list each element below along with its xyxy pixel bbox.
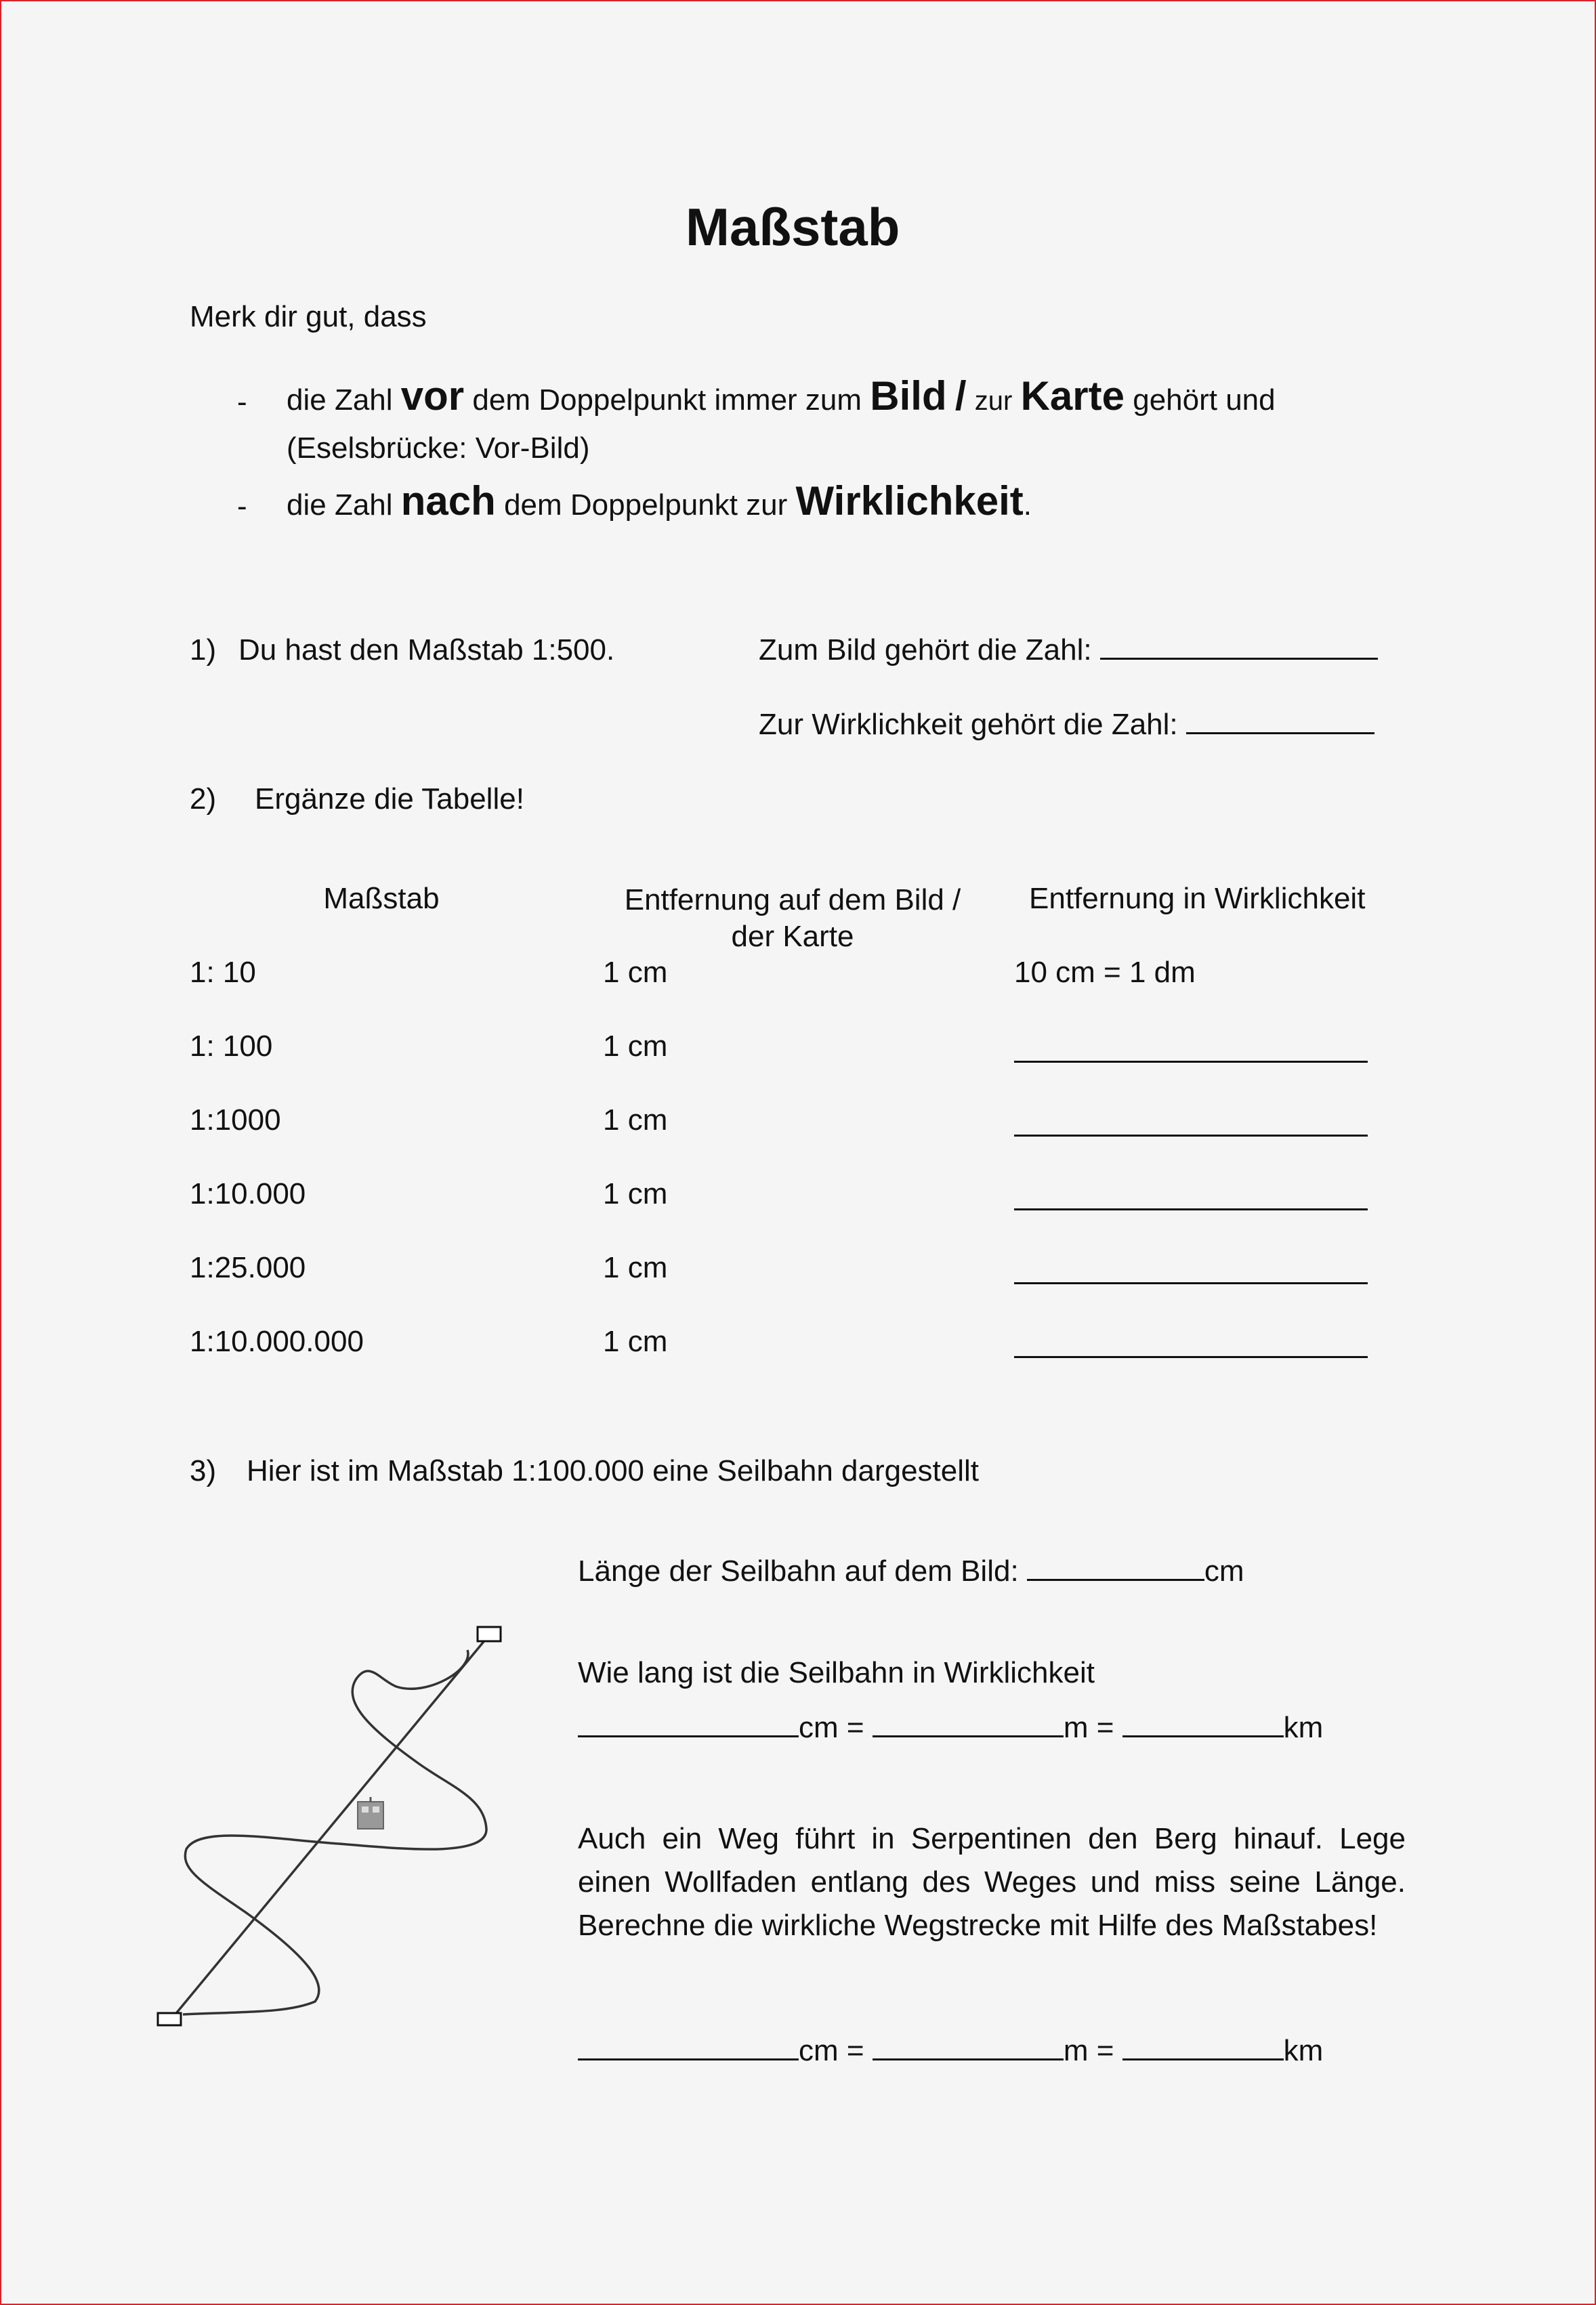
task-1-question-image	[759, 633, 1378, 667]
equals: =	[846, 2034, 864, 2067]
conversion-line-2	[578, 2034, 1323, 2068]
serpentine-path	[183, 1650, 486, 2014]
unit-cm: cm	[799, 1711, 839, 1744]
bullet-1-line-2: (Eselsbrücke: Vor-Bild)	[287, 431, 590, 465]
answer-blank-reality-number[interactable]	[1186, 708, 1374, 734]
question-reality-label: Zur Wirklichkeit gehört die Zahl:	[759, 708, 1178, 741]
header-real-distance: Entfernung in Wirklichkeit	[1029, 882, 1366, 915]
blank-cm-1[interactable]	[578, 1711, 799, 1737]
table-row-map: 1 cm	[603, 1030, 668, 1063]
equals: =	[846, 1711, 864, 1744]
table-row-real-blank[interactable]	[1014, 1258, 1368, 1284]
cable-line	[171, 1635, 489, 2020]
bullet-1-text-b: dem Doppelpunkt immer zum	[472, 383, 862, 417]
bullet-2-text-a: die Zahl	[287, 488, 393, 522]
blank-km-1[interactable]	[1122, 1711, 1284, 1737]
unit-km: km	[1283, 2034, 1324, 2067]
table-row-real-blank[interactable]	[1014, 1332, 1368, 1358]
table-row-map: 1 cm	[603, 956, 668, 989]
real-length-question: Wie lang ist die Seilbahn in Wirklichkeit	[578, 1656, 1095, 1689]
table-row-map: 1 cm	[603, 1177, 668, 1210]
serpentine-paragraph: Auch ein Weg führt in Serpentinen den Berg hinauf. Lege einen Wollfaden entlang des Weges und miss seine Länge. Berechne die wirkliche Wegstrecke mit Hilfe des Maßstabes!	[578, 1822, 1406, 1942]
table-row-scale: 1:10.000.000	[190, 1325, 364, 1358]
bullet-1-line-1	[287, 373, 1276, 419]
task-2-text: Ergänze die Tabelle!	[255, 782, 524, 816]
conversion-line-1	[578, 1711, 1323, 1745]
task-1-text: Du hast den Maßstab 1:500.	[238, 633, 615, 667]
header-map-distance	[583, 882, 1003, 955]
table-row-scale: 1:1000	[190, 1103, 281, 1137]
bullet-dash-1: -	[237, 385, 247, 419]
bullet-1-text-a: die Zahl	[287, 383, 393, 417]
blank-cm-2[interactable]	[578, 2034, 799, 2060]
bullet-1-text-c: gehört und	[1133, 383, 1276, 417]
top-station-icon	[478, 1627, 501, 1641]
task-3-number: 3)	[190, 1454, 217, 1487]
intro-text: Merk dir gut, dass	[190, 300, 427, 333]
table-row-map: 1 cm	[603, 1103, 668, 1137]
task-1-number: 1)	[190, 633, 217, 667]
table-row-scale: 1: 100	[190, 1030, 273, 1063]
table-row-scale: 1: 10	[190, 956, 256, 989]
bullet-2-line	[287, 478, 1032, 524]
slash: /	[954, 373, 967, 419]
period: .	[1023, 488, 1032, 522]
header-map-distance-line-1: Entfernung auf dem Bild /	[624, 883, 961, 916]
bullet-dash-2: -	[237, 490, 247, 523]
unit-m: m	[1063, 1711, 1089, 1744]
word-wirklichkeit: Wirklichkeit	[795, 478, 1024, 524]
bullet-2-text-b: dem Doppelpunkt zur	[504, 488, 788, 522]
task-2-number: 2)	[190, 782, 217, 816]
answer-blank-image-number[interactable]	[1100, 633, 1378, 660]
blank-m-1[interactable]	[873, 1711, 1064, 1737]
cable-car-diagram	[135, 1605, 542, 2046]
unit-cm: cm	[799, 2034, 839, 2067]
equals: =	[1096, 1711, 1114, 1744]
word-zur: zur	[974, 386, 1013, 416]
word-karte: Karte	[1020, 373, 1125, 419]
word-vor: vor	[400, 373, 465, 419]
blank-m-2[interactable]	[873, 2034, 1064, 2060]
table-row-map: 1 cm	[603, 1325, 668, 1358]
unit-km: km	[1283, 1711, 1324, 1744]
table-row-real-blank[interactable]	[1014, 1110, 1368, 1137]
table-row-scale: 1:10.000	[190, 1177, 306, 1210]
task-1-question-reality	[759, 708, 1374, 742]
unit-m: m	[1063, 2034, 1089, 2067]
table-row-real: 10 cm = 1 dm	[1014, 956, 1196, 989]
table-row-real-blank[interactable]	[1014, 1184, 1368, 1210]
word-nach: nach	[400, 478, 496, 524]
cable-length-question	[578, 1555, 1244, 1588]
task-3-text: Hier ist im Maßstab 1:100.000 eine Seilbahn dargestellt	[247, 1454, 980, 1487]
blank-km-2[interactable]	[1122, 2034, 1284, 2060]
unit-cm: cm	[1204, 1555, 1244, 1588]
table-row-scale: 1:25.000	[190, 1251, 306, 1284]
table-row-map: 1 cm	[603, 1251, 668, 1284]
bottom-station-icon	[158, 2013, 181, 2025]
question-image-label: Zum Bild gehört die Zahl:	[759, 633, 1092, 667]
gondola-icon	[358, 1797, 383, 1829]
header-scale: Maßstab	[323, 882, 440, 915]
cable-length-label: Länge der Seilbahn auf dem Bild:	[578, 1555, 1019, 1588]
word-bild: Bild	[870, 373, 947, 419]
table-row-real-blank[interactable]	[1014, 1036, 1368, 1063]
header-map-distance-line-2: der Karte	[731, 920, 854, 953]
equals: =	[1096, 2034, 1114, 2067]
cable-length-blank[interactable]	[1027, 1555, 1204, 1581]
page-title: Maßstab	[686, 197, 900, 257]
